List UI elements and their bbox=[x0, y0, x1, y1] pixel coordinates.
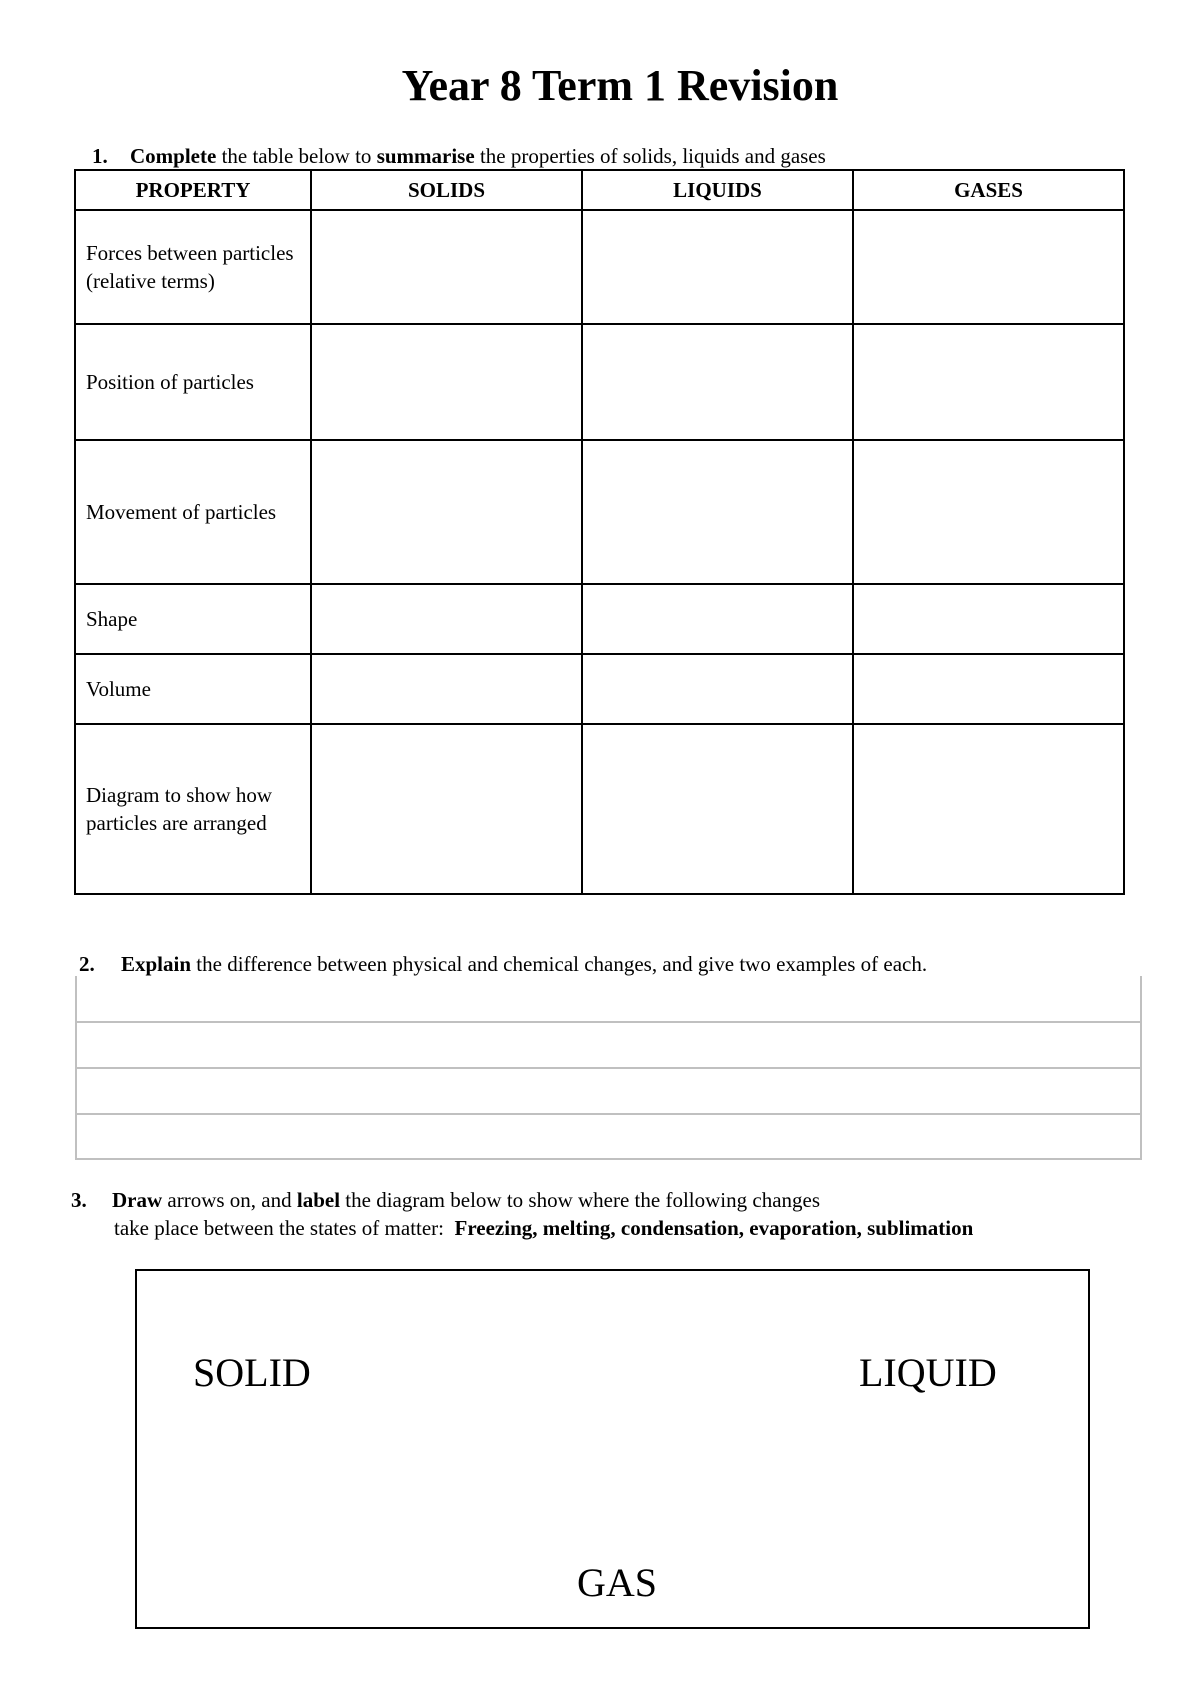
table-header-row bbox=[75, 170, 1124, 210]
question-1-number: 1. bbox=[92, 144, 108, 168]
question-2-text: the difference between physical and chemical changes, and give two examples of each. bbox=[191, 952, 928, 976]
row-label-movement: Movement of particles bbox=[75, 440, 311, 584]
diagram-label-gas: GAS bbox=[577, 1560, 658, 1605]
answer-cell-liquids[interactable] bbox=[582, 440, 853, 584]
properties-table bbox=[74, 169, 1125, 895]
question-3-number: 3. bbox=[71, 1188, 87, 1212]
answer-cell-solids[interactable] bbox=[311, 440, 582, 584]
table-row bbox=[75, 324, 1124, 440]
page-title: Year 8 Term 1 Revision bbox=[401, 61, 839, 110]
answer-cell-gases[interactable] bbox=[853, 324, 1124, 440]
question-3-text-b: the diagram below to show where the following changes bbox=[340, 1188, 821, 1212]
question-3-keyword: label bbox=[296, 1188, 341, 1212]
answer-cell-solids[interactable] bbox=[311, 654, 582, 724]
row-label-shape: Shape bbox=[75, 584, 311, 654]
question-3-prompt-line-1 bbox=[71, 1186, 820, 1214]
answer-cell-gases[interactable] bbox=[853, 724, 1124, 894]
question-1-keyword: summarise bbox=[376, 144, 475, 168]
answer-cell-liquids[interactable] bbox=[582, 324, 853, 440]
answer-cell-solids[interactable] bbox=[311, 724, 582, 894]
question-3-changes-list: Freezing, melting, condensation, evaporation, sublimation bbox=[454, 1216, 974, 1240]
question-1-text-b: the properties of solids, liquids and gases bbox=[474, 144, 826, 168]
question-3-text-a: arrows on, and bbox=[162, 1188, 297, 1212]
row-label-volume: Volume bbox=[75, 654, 311, 724]
question-1-prompt bbox=[92, 142, 826, 170]
diagram-label-liquid: LIQUID bbox=[859, 1350, 997, 1395]
answer-cell-gases[interactable] bbox=[853, 584, 1124, 654]
row-label-forces: Forces between particles (relative terms) bbox=[75, 210, 311, 324]
answer-line bbox=[77, 1158, 1140, 1160]
table-row bbox=[75, 440, 1124, 584]
table-row bbox=[75, 654, 1124, 724]
question-2-answer-area[interactable] bbox=[75, 976, 1142, 1160]
row-label-position: Position of particles bbox=[75, 324, 311, 440]
answer-line bbox=[77, 1021, 1140, 1023]
header-liquids: LIQUIDS bbox=[582, 170, 853, 210]
answer-line bbox=[77, 1067, 1140, 1069]
answer-cell-gases[interactable] bbox=[853, 654, 1124, 724]
question-2-prompt bbox=[79, 950, 927, 978]
question-1-verb: Complete bbox=[130, 144, 217, 168]
answer-cell-solids[interactable] bbox=[311, 210, 582, 324]
answer-cell-solids[interactable] bbox=[311, 584, 582, 654]
answer-cell-liquids[interactable] bbox=[582, 654, 853, 724]
answer-line bbox=[77, 1113, 1140, 1115]
table-row bbox=[75, 724, 1124, 894]
header-property: PROPERTY bbox=[75, 170, 311, 210]
diagram-label-solid: SOLID bbox=[193, 1350, 311, 1395]
row-label-diagram: Diagram to show how particles are arranged bbox=[75, 724, 311, 894]
answer-cell-gases[interactable] bbox=[853, 440, 1124, 584]
question-3-verb: Draw bbox=[112, 1188, 163, 1212]
question-3-line-2-text: take place between the states of matter: bbox=[114, 1216, 455, 1240]
table-row bbox=[75, 210, 1124, 324]
header-solids: SOLIDS bbox=[311, 170, 582, 210]
answer-cell-liquids[interactable] bbox=[582, 584, 853, 654]
table-row bbox=[75, 584, 1124, 654]
answer-cell-gases[interactable] bbox=[853, 210, 1124, 324]
answer-cell-solids[interactable] bbox=[311, 324, 582, 440]
answer-cell-liquids[interactable] bbox=[582, 210, 853, 324]
question-1-text-a: the table below to bbox=[216, 144, 377, 168]
question-2-verb: Explain bbox=[121, 952, 192, 976]
question-2-number: 2. bbox=[79, 952, 95, 976]
question-3-prompt-line-2 bbox=[114, 1214, 973, 1242]
states-of-matter-diagram[interactable] bbox=[135, 1269, 1090, 1629]
header-gases: GASES bbox=[853, 170, 1124, 210]
answer-cell-liquids[interactable] bbox=[582, 724, 853, 894]
